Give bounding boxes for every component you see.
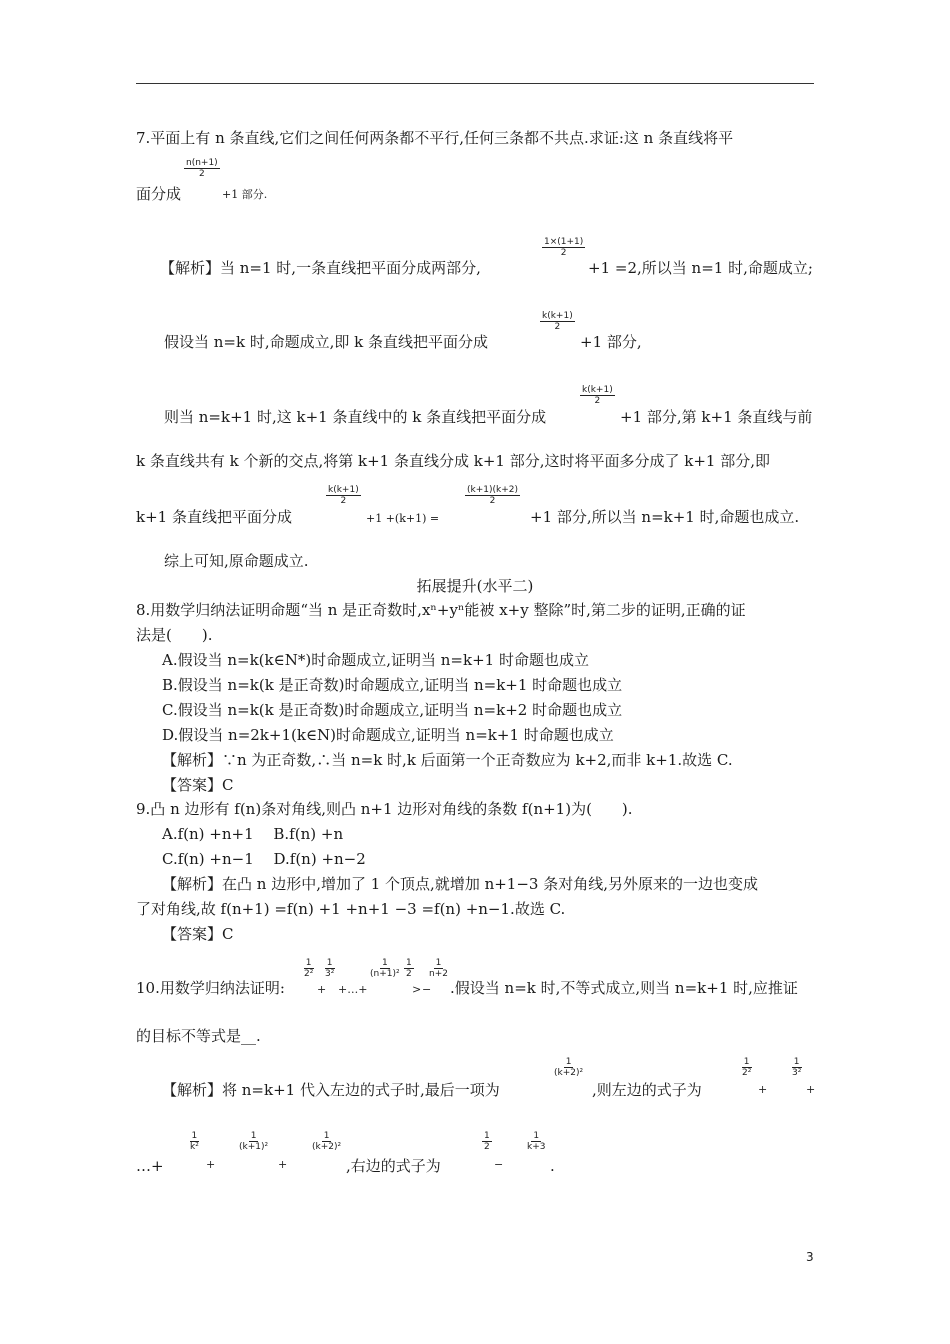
q10-frac-4-den: 2 [406, 969, 412, 979]
q7-sol2-frac-num: k(k+1) [542, 311, 573, 321]
q10-sol2-mid: ,右边的式子为 [346, 1157, 441, 1175]
q10-sol1-plus2: + [806, 1083, 816, 1096]
q10-frac-4-num: 1 [406, 958, 412, 968]
q10-frac-2-den: 3² [325, 969, 335, 979]
q10-sol2-frac1-den: k² [190, 1142, 199, 1152]
q7-sol5-frac2-num: (k+1)(k+2) [467, 485, 519, 495]
q10-op-minus: − [422, 983, 432, 996]
q8-stem-line1: 8.用数学归纳法证明命题“当 n 是正奇数时,xⁿ+yⁿ能被 x+y 整除”时,第二步的证明,正确的证 [136, 601, 746, 619]
q8-option-d: D.假设当 n=2k+1(k∈N)时命题成立,证明当 n=k+1 时命题也成立 [162, 726, 614, 744]
q7-frac-num: n(n+1) [186, 158, 218, 168]
q9-analysis-line2: 了对角线,故 f(n+1) =f(n) +1 +n+1 −3 =f(n) +n−1.故选 C. [136, 900, 566, 918]
q10-frac-3-num: 1 [381, 958, 388, 968]
q10-sol1-frac3-num: 1 [793, 1057, 800, 1067]
q10-frac-3 [368, 958, 402, 979]
q7-sol5-frac2-den: 2 [489, 496, 496, 506]
q10-frac-1-num: 1 [305, 958, 312, 968]
q10-sol2-frac5 [525, 1131, 547, 1152]
q8-option-c: C.假设当 n=k(k 是正奇数)时命题成立,证明当 n=k+2 时命题也成立 [162, 701, 623, 719]
q10-sol1-plus1: + [758, 1083, 768, 1096]
q7-sol1-post: +1 =2,所以当 n=1 时,命题成立; [588, 259, 813, 277]
q7-conclusion: 综上可知,原命题成立. [164, 552, 309, 570]
q7-sol4: k 条直线共有 k 个新的交点,将第 k+1 条直线分成 k+1 部分,这时将平面多分成了 k+1 部分,即 [136, 452, 771, 470]
q10-sol2-frac2-num: 1 [250, 1131, 257, 1141]
page-number: 3 [806, 1250, 814, 1264]
q9-answer: 【答案】C [162, 925, 234, 943]
q10-sol2-pre: …+ [136, 1157, 164, 1175]
q10-sol2-plus1: + [206, 1158, 216, 1171]
q10-sol1-frac2-num: 1 [743, 1057, 750, 1067]
q10-sol2-frac4-num: 1 [484, 1131, 490, 1141]
q8-stem-line2: 法是( ). [136, 626, 213, 644]
q10-sol2-frac2-den: (k+1)² [239, 1142, 269, 1152]
header-rule [136, 83, 814, 84]
q10-frac-1 [302, 958, 315, 979]
q10-frac-2 [323, 958, 336, 979]
q7-fraction [184, 158, 220, 179]
q7-sol5-frac1-den: 2 [340, 496, 347, 506]
q10-sol2-frac3 [310, 1131, 343, 1152]
q7-sol1-frac-den: 2 [560, 248, 567, 258]
q7-sol2-pre: 假设当 n=k 时,命题成立,即 k 条直线把平面分成 [164, 333, 489, 351]
q10-sol2-frac5-den: k+3 [527, 1142, 546, 1152]
q10-op-ellipsis: +…+ [338, 983, 368, 996]
section-title: 拓展提升(水平二) [416, 577, 534, 595]
q10-sol2-frac4-den: 2 [484, 1142, 490, 1152]
q8-option-b: B.假设当 n=k(k 是正奇数)时命题成立,证明当 n=k+1 时命题也成立 [162, 676, 623, 694]
q10-frac-3-den: (n+1)² [370, 969, 400, 979]
q7-sol2-frac-den: 2 [554, 322, 561, 332]
q10-stem-line2: 的目标不等式是__. [136, 1027, 261, 1045]
q8-option-a: A.假设当 n=k(k∈N*)时命题成立,证明当 n=k+1 时命题也成立 [162, 651, 589, 669]
q10-frac-5-num: 1 [435, 958, 442, 968]
q10-sol1-mid: ,则左边的式子为 [592, 1081, 702, 1099]
q7-sol5-mid: +1 +(k+1) = [366, 512, 440, 525]
q7-stem-line1: 7.平面上有 n 条直线,它们之间任何两条都不平行,任何三条都不共点.求证:这 n 条直线将平 [136, 129, 734, 147]
q10-frac-2-num: 1 [326, 958, 333, 968]
q10-frac-5 [427, 958, 450, 979]
q10-sol2-frac2 [237, 1131, 270, 1152]
q9-options-cd: C.f(n) +n−1 D.f(n) +n−2 [162, 850, 366, 868]
q7-stem-line2-pre: 面分成 [136, 185, 182, 203]
q7-sol3-pre: 则当 n=k+1 时,这 k+1 条直线中的 k 条直线把平面分成 [164, 408, 547, 426]
q7-sol2-fraction [540, 311, 575, 332]
q7-sol1-pre: 【解析】当 n=1 时,一条直线把平面分成两部分, [160, 259, 481, 277]
q7-stem-line2-post: +1 部分. [222, 188, 268, 201]
q7-sol5-frac1-num: k(k+1) [328, 485, 359, 495]
q10-op-plus: + [317, 983, 327, 996]
q10-sol1-frac2 [740, 1057, 753, 1078]
q8-analysis: 【解析】∵n 为正奇数,∴当 n=k 时,k 后面第一个正奇数应为 k+2,而非 k+1.故选 C. [162, 751, 733, 769]
q10-sol2-frac3-num: 1 [323, 1131, 330, 1141]
q7-sol3-post: +1 部分,第 k+1 条直线与前 [620, 408, 813, 426]
q10-sol1-frac3 [790, 1057, 803, 1078]
q9-options-ab: A.f(n) +n+1 B.f(n) +n [162, 825, 344, 843]
q10-sol1-frac-den: (k+2)² [554, 1068, 584, 1078]
q7-sol5-fraction1 [326, 485, 361, 506]
q10-stem-pre: 10.用数学归纳法证明: [136, 979, 285, 997]
q7-sol3-fraction [580, 385, 615, 406]
q10-sol1-frac2-den: 2² [742, 1068, 752, 1078]
q10-sol2-frac3-den: (k+2)² [312, 1142, 342, 1152]
q10-sol2-frac1-num: 1 [191, 1131, 198, 1141]
q7-sol5-pre: k+1 条直线把平面分成 [136, 508, 292, 526]
q9-stem: 9.凸 n 边形有 f(n)条对角线,则凸 n+1 边形对角线的条数 f(n+1)为( ). [136, 800, 633, 818]
q10-sol2-minus: − [494, 1158, 504, 1171]
q7-sol2-post: +1 部分, [580, 333, 642, 351]
q10-sol2-frac5-num: 1 [533, 1131, 540, 1141]
q10-sol1-pre: 【解析】将 n=k+1 代入左边的式子时,最后一项为 [162, 1081, 500, 1099]
q10-frac-5-den: n+2 [429, 969, 448, 979]
q8-answer: 【答案】C [162, 776, 234, 794]
q7-sol3-frac-den: 2 [594, 396, 601, 406]
q9-analysis-line1: 【解析】在凸 n 边形中,增加了 1 个顶点,就增加 n+1−3 条对角线,另外原来的一边也变成 [162, 875, 759, 893]
q10-sol1-frac [552, 1057, 585, 1078]
q10-sol1-frac3-den: 3² [792, 1068, 802, 1078]
q10-sol2-end: . [550, 1157, 555, 1175]
q10-stem-post: .假设当 n=k 时,不等式成立,则当 n=k+1 时,应推证 [450, 979, 798, 997]
q10-frac-1-den: 2² [304, 969, 314, 979]
q7-sol5-post: +1 部分,所以当 n=k+1 时,命题也成立. [530, 508, 800, 526]
q7-sol1-fraction [542, 237, 585, 258]
q10-op-gt: > [412, 983, 422, 996]
q10-sol1-frac-num: 1 [565, 1057, 572, 1067]
q7-sol5-fraction2 [465, 485, 520, 506]
q7-sol1-frac-num: 1×(1+1) [544, 237, 584, 247]
q7-sol3-frac-num: k(k+1) [582, 385, 613, 395]
q10-sol2-frac4 [482, 1131, 492, 1152]
q10-frac-4 [404, 958, 414, 979]
q10-sol2-frac1 [188, 1131, 201, 1152]
q7-frac-den: 2 [198, 169, 205, 179]
q10-sol2-plus2: + [278, 1158, 288, 1171]
